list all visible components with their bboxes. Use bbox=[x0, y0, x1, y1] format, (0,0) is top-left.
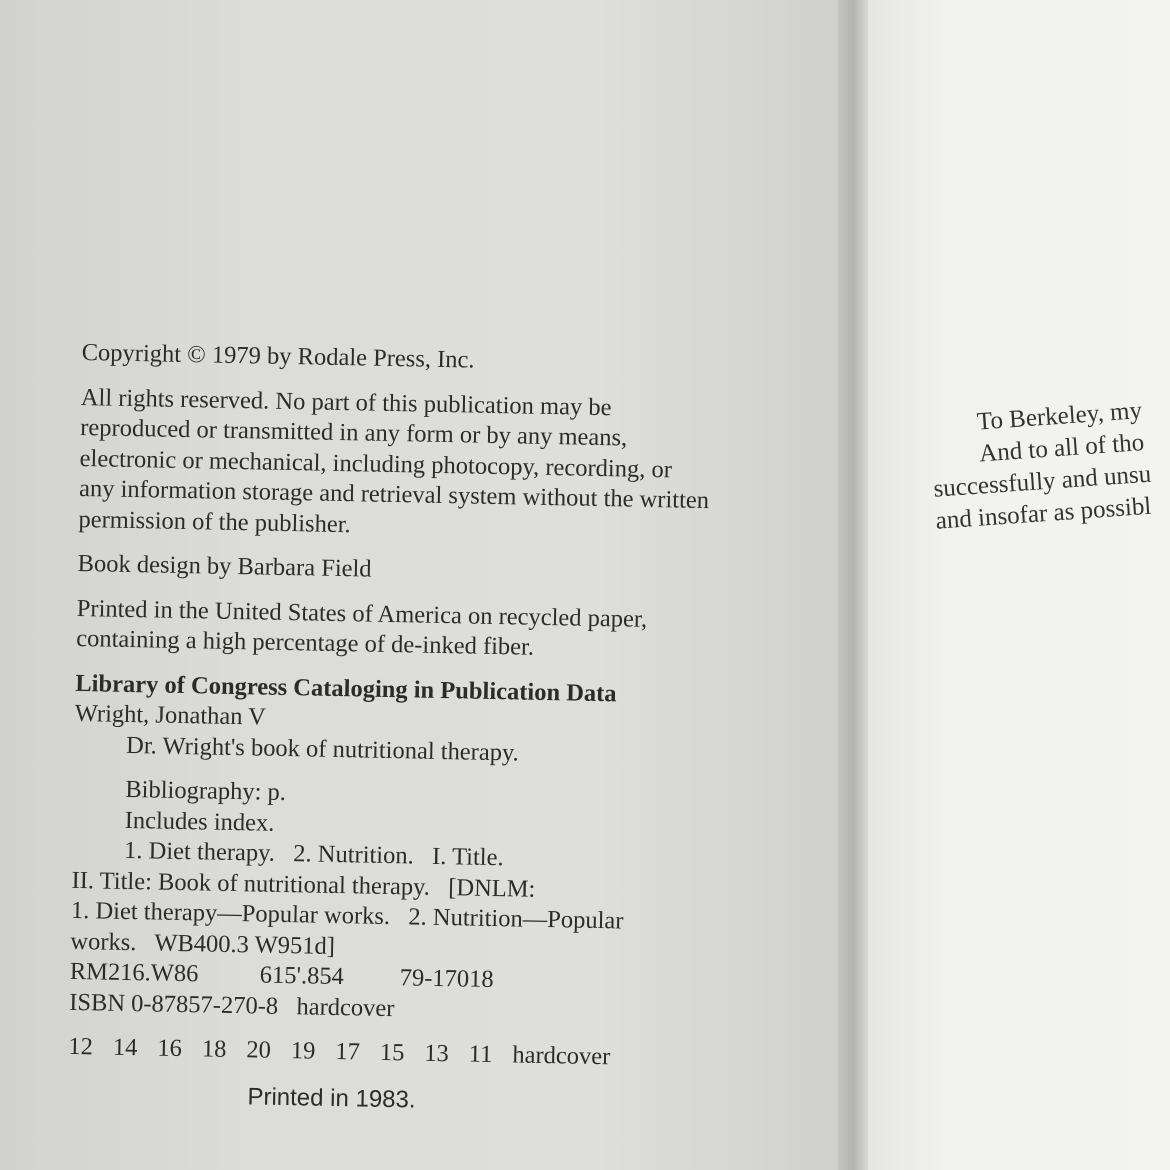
rights-line: electronic or mechanical, including photocopy, recording, or bbox=[79, 444, 673, 483]
printer-key bbox=[68, 1032, 788, 1076]
printer-key-number: 12 bbox=[68, 1032, 94, 1061]
rights-paragraph bbox=[78, 382, 801, 548]
printer-key-number: 13 bbox=[424, 1039, 450, 1068]
copyright-text-block bbox=[67, 338, 802, 1123]
cip-line: works. WB400.3 W951d] bbox=[70, 927, 336, 960]
rights-line: any information storage and retrieval system without the written bbox=[78, 474, 710, 515]
cip-heading: Library of Congress Cataloging in Publication Data bbox=[75, 669, 617, 707]
printer-key-number: 18 bbox=[201, 1035, 227, 1063]
dedication-line: And to all of tho bbox=[978, 429, 1146, 468]
printed-year: Printed in 1983. bbox=[247, 1082, 416, 1114]
cip-data bbox=[69, 668, 796, 1031]
printing-note bbox=[76, 593, 797, 668]
call-number: RM216.W86 bbox=[69, 957, 199, 988]
cip-author: Wright, Jonathan V bbox=[74, 699, 267, 731]
dedication-text bbox=[928, 388, 1170, 538]
printer-key-format: hardcover bbox=[512, 1041, 611, 1071]
cip-line: 1. Diet therapy—Popular works. 2. Nutrition—Popular bbox=[70, 896, 624, 935]
dewey-number: 615'.854 bbox=[259, 961, 345, 991]
printer-key-number: 19 bbox=[290, 1037, 316, 1065]
cip-line: II. Title: Book of nutritional therapy. [DNLM: bbox=[71, 866, 536, 903]
printer-key-number: 14 bbox=[112, 1033, 138, 1062]
printing-note-line: Printed in the United States of America on recycled paper, bbox=[76, 594, 648, 633]
dedication-line: To Berkeley, my bbox=[976, 397, 1143, 436]
cip-bibliography: Bibliography: p. bbox=[125, 775, 287, 806]
cip-title: Dr. Wright's book of nutritional therapy. bbox=[125, 731, 520, 766]
isbn: ISBN 0-87857-270-8 hardcover bbox=[68, 988, 395, 1022]
book-gutter bbox=[838, 0, 872, 1170]
rights-line: reproduced or transmitted in any form or by any means, bbox=[80, 413, 628, 452]
copyright-line: Copyright © 1979 by Rodale Press, Inc. bbox=[81, 338, 475, 374]
printer-key-number: 20 bbox=[246, 1036, 272, 1064]
rights-line: permission of the publisher. bbox=[78, 505, 351, 538]
dedication-page bbox=[868, 0, 1170, 1170]
dedication-line: and insofar as possibl bbox=[934, 492, 1153, 535]
cip-subjects: 1. Diet therapy. 2. Nutrition. I. Title. bbox=[123, 836, 504, 872]
cip-index: Includes index. bbox=[124, 806, 275, 837]
printing-note-line: containing a high percentage of de-inked fiber. bbox=[75, 624, 535, 661]
printer-key-number: 17 bbox=[335, 1037, 361, 1066]
rights-line: All rights reserved. No part of this publication may be bbox=[80, 383, 612, 421]
printer-key-number: 11 bbox=[468, 1040, 493, 1069]
lccn: 79-17018 bbox=[399, 964, 494, 994]
printer-key-number: 16 bbox=[157, 1034, 183, 1063]
dedication-line: successfully and unsu bbox=[932, 460, 1152, 503]
book-design-credit: Book design by Barbara Field bbox=[77, 549, 372, 583]
printer-key-number: 15 bbox=[379, 1038, 405, 1067]
